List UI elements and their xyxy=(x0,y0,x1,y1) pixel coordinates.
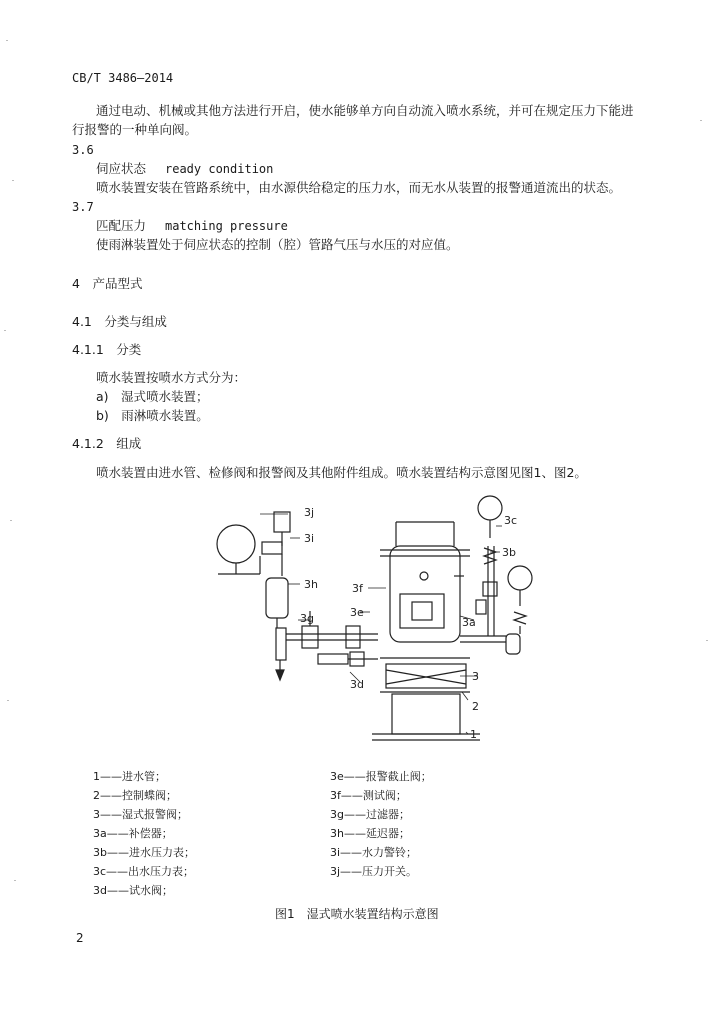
legend-item: 3c——出水压力表； xyxy=(93,865,195,878)
scan-speck xyxy=(12,180,14,181)
callout-3g: 3g xyxy=(300,612,314,625)
paragraph-line: 行报警的一种单向阀。 xyxy=(72,122,198,137)
callout-3f: 3f xyxy=(352,582,363,595)
term-definition: 喷水装置安装在管路系统中，由水源供给稳定的压力水，而无水从装置的报警通道流出的状态。 xyxy=(96,180,622,195)
callout-3: 3 xyxy=(472,670,479,683)
section-heading: 4.1.1 分类 xyxy=(72,342,142,357)
scan-speck xyxy=(706,640,708,641)
list-item: a) 湿式喷水装置； xyxy=(96,389,209,404)
page-number: 2 xyxy=(76,931,84,945)
legend-item: 3a——补偿器； xyxy=(93,827,173,840)
legend-item: 3h——延迟器； xyxy=(330,827,410,840)
legend-item: 1——进水管； xyxy=(93,770,166,783)
section-heading: 4.1.2 组成 xyxy=(72,436,142,451)
legend-item: 2——控制蝶阀； xyxy=(93,789,177,802)
section-heading: 4 产品型式 xyxy=(72,276,143,291)
callout-3e: 3e xyxy=(350,606,364,619)
callout-3a: 3a xyxy=(462,616,476,629)
callout-2: 2 xyxy=(472,700,479,713)
term-en: matching pressure xyxy=(165,219,288,233)
section-heading: 4.1 分类与组成 xyxy=(72,314,167,329)
section-number: 3.6 xyxy=(72,143,94,157)
callout-3h: 3h xyxy=(304,578,318,591)
legend-item: 3d——试水阀； xyxy=(93,884,173,897)
figure-caption: 图1 湿式喷水装置结构示意图 xyxy=(275,907,439,921)
list-item: b) 雨淋喷水装置。 xyxy=(96,408,209,423)
wet-sprinkler-schematic xyxy=(200,486,560,756)
scan-speck xyxy=(10,520,12,521)
standard-code: CB/T 3486—2014 xyxy=(72,71,174,85)
term-cn: 匹配压力 xyxy=(96,218,147,233)
paragraph-line: 喷水装置按喷水方式分为： xyxy=(96,370,247,385)
legend-item: 3f——测试阀； xyxy=(330,789,407,802)
scan-speck xyxy=(6,40,8,41)
legend-item: 3e——报警截止阀； xyxy=(330,770,432,783)
callout-3b: 3b xyxy=(502,546,516,559)
legend-item: 3b——进水压力表； xyxy=(93,846,195,859)
scan-speck xyxy=(7,700,9,701)
scan-speck xyxy=(4,330,6,331)
scan-speck xyxy=(14,880,16,881)
paragraph-line: 通过电动、机械或其他方法进行开启，使水能够单方向自动流入喷水系统，并可在规定压力下能进 xyxy=(96,103,634,118)
callout-1: 1 xyxy=(470,728,477,741)
term-definition: 使雨淋装置处于伺应状态的控制（腔）管路气压与水压的对应值。 xyxy=(96,237,459,252)
legend-item: 3i——水力警铃； xyxy=(330,846,418,859)
section-number: 3.7 xyxy=(72,200,94,214)
term-en: ready condition xyxy=(165,162,274,176)
legend-item: 3g——过滤器； xyxy=(330,808,410,821)
callout-3c: 3c xyxy=(504,514,518,527)
callout-3d: 3d xyxy=(350,678,364,691)
term-cn: 伺应状态 xyxy=(96,161,147,176)
callout-3j: 3j xyxy=(304,506,315,519)
paragraph-line: 喷水装置由进水管、检修阀和报警阀及其他附件组成。喷水装置结构示意图见图1、图2。 xyxy=(96,465,587,480)
callout-3i: 3i xyxy=(304,532,315,545)
legend-item: 3——湿式报警阀； xyxy=(93,808,188,821)
legend-item: 3j——压力开关。 xyxy=(330,865,418,878)
scan-speck xyxy=(700,120,702,121)
